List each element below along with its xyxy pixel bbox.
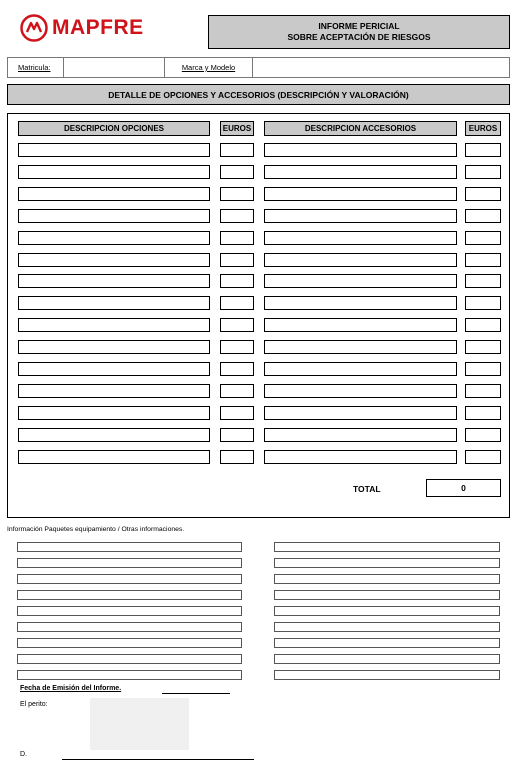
accesorio-description-field[interactable] xyxy=(264,428,457,442)
info-line-right[interactable] xyxy=(274,654,500,664)
accesorio-description-field[interactable] xyxy=(264,406,457,420)
header-descripcion-accesorios: DESCRIPCION ACCESORIOS xyxy=(264,121,457,136)
opcion-description-field[interactable] xyxy=(18,274,210,288)
opcion-euros-field[interactable] xyxy=(220,209,254,223)
opcion-description-field[interactable] xyxy=(18,340,210,354)
signature-area[interactable] xyxy=(90,698,189,750)
accesorio-description-field[interactable] xyxy=(264,187,457,201)
opcion-description-field[interactable] xyxy=(18,428,210,442)
info-packages-label: Información Paquetes equipamiento / Otras informaciones. xyxy=(7,526,185,533)
accesorio-description-field[interactable] xyxy=(264,362,457,376)
opcion-euros-field[interactable] xyxy=(220,165,254,179)
info-line-right[interactable] xyxy=(274,622,500,632)
report-title-line2: SOBRE ACEPTACIÓN DE RIESGOS xyxy=(287,32,431,42)
marca-modelo-field[interactable] xyxy=(253,58,509,77)
accesorio-euros-field[interactable] xyxy=(465,428,501,442)
accesorio-euros-field[interactable] xyxy=(465,384,501,398)
accesorio-description-field[interactable] xyxy=(264,450,457,464)
accesorio-description-field[interactable] xyxy=(264,143,457,157)
info-line-right[interactable] xyxy=(274,590,500,600)
report-title-line1: INFORME PERICIAL xyxy=(318,21,400,31)
info-line-left[interactable] xyxy=(17,654,242,664)
opcion-euros-field[interactable] xyxy=(220,428,254,442)
total-label: TOTAL xyxy=(353,484,381,494)
accesorio-euros-field[interactable] xyxy=(465,296,501,310)
accesorio-euros-field[interactable] xyxy=(465,143,501,157)
opcion-description-field[interactable] xyxy=(18,143,210,157)
accesorio-euros-field[interactable] xyxy=(465,406,501,420)
header-euros-accesorios: EUROS xyxy=(465,121,501,136)
opcion-euros-field[interactable] xyxy=(220,143,254,157)
opcion-euros-field[interactable] xyxy=(220,296,254,310)
accesorio-euros-field[interactable] xyxy=(465,450,501,464)
accesorio-description-field[interactable] xyxy=(264,209,457,223)
opcion-euros-field[interactable] xyxy=(220,231,254,245)
options-accessories-table xyxy=(7,113,510,518)
accesorio-description-field[interactable] xyxy=(264,318,457,332)
opcion-euros-field[interactable] xyxy=(220,340,254,354)
opcion-euros-field[interactable] xyxy=(220,318,254,332)
opcion-description-field[interactable] xyxy=(18,406,210,420)
brand-name: MAPFRE xyxy=(52,16,144,39)
opcion-description-field[interactable] xyxy=(18,187,210,201)
header-euros-opciones: EUROS xyxy=(220,121,254,136)
accesorio-description-field[interactable] xyxy=(264,274,457,288)
accesorio-euros-field[interactable] xyxy=(465,274,501,288)
accesorio-euros-field[interactable] xyxy=(465,231,501,245)
matricula-label: Matricula: xyxy=(8,58,64,77)
accesorio-euros-field[interactable] xyxy=(465,253,501,267)
opcion-description-field[interactable] xyxy=(18,296,210,310)
matricula-field[interactable] xyxy=(64,58,165,77)
accesorio-euros-field[interactable] xyxy=(465,362,501,376)
opcion-description-field[interactable] xyxy=(18,450,210,464)
info-line-left[interactable] xyxy=(17,574,242,584)
vehicle-info-row xyxy=(7,57,510,78)
accesorio-euros-field[interactable] xyxy=(465,209,501,223)
fecha-emision-label: Fecha de Emisión del Informe. xyxy=(20,685,122,692)
opcion-description-field[interactable] xyxy=(18,165,210,179)
info-line-right[interactable] xyxy=(274,542,500,552)
section-title: DETALLE DE OPCIONES Y ACCESORIOS (DESCRIPCIÓN Y VALORACIÓN) xyxy=(7,84,510,105)
perito-label: El perito: xyxy=(20,701,48,708)
opcion-euros-field[interactable] xyxy=(220,384,254,398)
opcion-description-field[interactable] xyxy=(18,253,210,267)
info-line-left[interactable] xyxy=(17,590,242,600)
info-line-left[interactable] xyxy=(17,622,242,632)
accesorio-description-field[interactable] xyxy=(264,296,457,310)
info-line-left[interactable] xyxy=(17,558,242,568)
report-title-box xyxy=(208,15,510,49)
accesorio-description-field[interactable] xyxy=(264,384,457,398)
opcion-euros-field[interactable] xyxy=(220,187,254,201)
d-label: D. xyxy=(20,751,27,758)
info-line-right[interactable] xyxy=(274,606,500,616)
info-line-left[interactable] xyxy=(17,542,242,552)
info-line-right[interactable] xyxy=(274,558,500,568)
info-line-right[interactable] xyxy=(274,574,500,584)
accesorio-euros-field[interactable] xyxy=(465,187,501,201)
accesorio-euros-field[interactable] xyxy=(465,165,501,179)
opcion-description-field[interactable] xyxy=(18,384,210,398)
info-line-left[interactable] xyxy=(17,606,242,616)
opcion-description-field[interactable] xyxy=(18,318,210,332)
accesorio-euros-field[interactable] xyxy=(465,318,501,332)
mapfre-emblem-icon xyxy=(20,14,48,42)
mapfre-logo xyxy=(20,12,144,44)
info-line-left[interactable] xyxy=(17,638,242,648)
info-line-right[interactable] xyxy=(274,670,500,680)
info-line-left[interactable] xyxy=(17,670,242,680)
opcion-description-field[interactable] xyxy=(18,231,210,245)
opcion-euros-field[interactable] xyxy=(220,406,254,420)
opcion-description-field[interactable] xyxy=(18,209,210,223)
info-line-right[interactable] xyxy=(274,638,500,648)
d-name-field[interactable] xyxy=(62,759,254,760)
opcion-euros-field[interactable] xyxy=(220,362,254,376)
opcion-euros-field[interactable] xyxy=(220,253,254,267)
accesorio-euros-field[interactable] xyxy=(465,340,501,354)
header-descripcion-opciones: DESCRIPCION OPCIONES xyxy=(18,121,210,136)
opcion-description-field[interactable] xyxy=(18,362,210,376)
accesorio-description-field[interactable] xyxy=(264,231,457,245)
accesorio-description-field[interactable] xyxy=(264,165,457,179)
total-value: 0 xyxy=(426,479,501,497)
opcion-euros-field[interactable] xyxy=(220,274,254,288)
fecha-emision-field[interactable] xyxy=(162,693,230,694)
accesorio-description-field[interactable] xyxy=(264,253,457,267)
marca-modelo-label: Marca y Modelo xyxy=(165,58,253,77)
accesorio-description-field[interactable] xyxy=(264,340,457,354)
opcion-euros-field[interactable] xyxy=(220,450,254,464)
